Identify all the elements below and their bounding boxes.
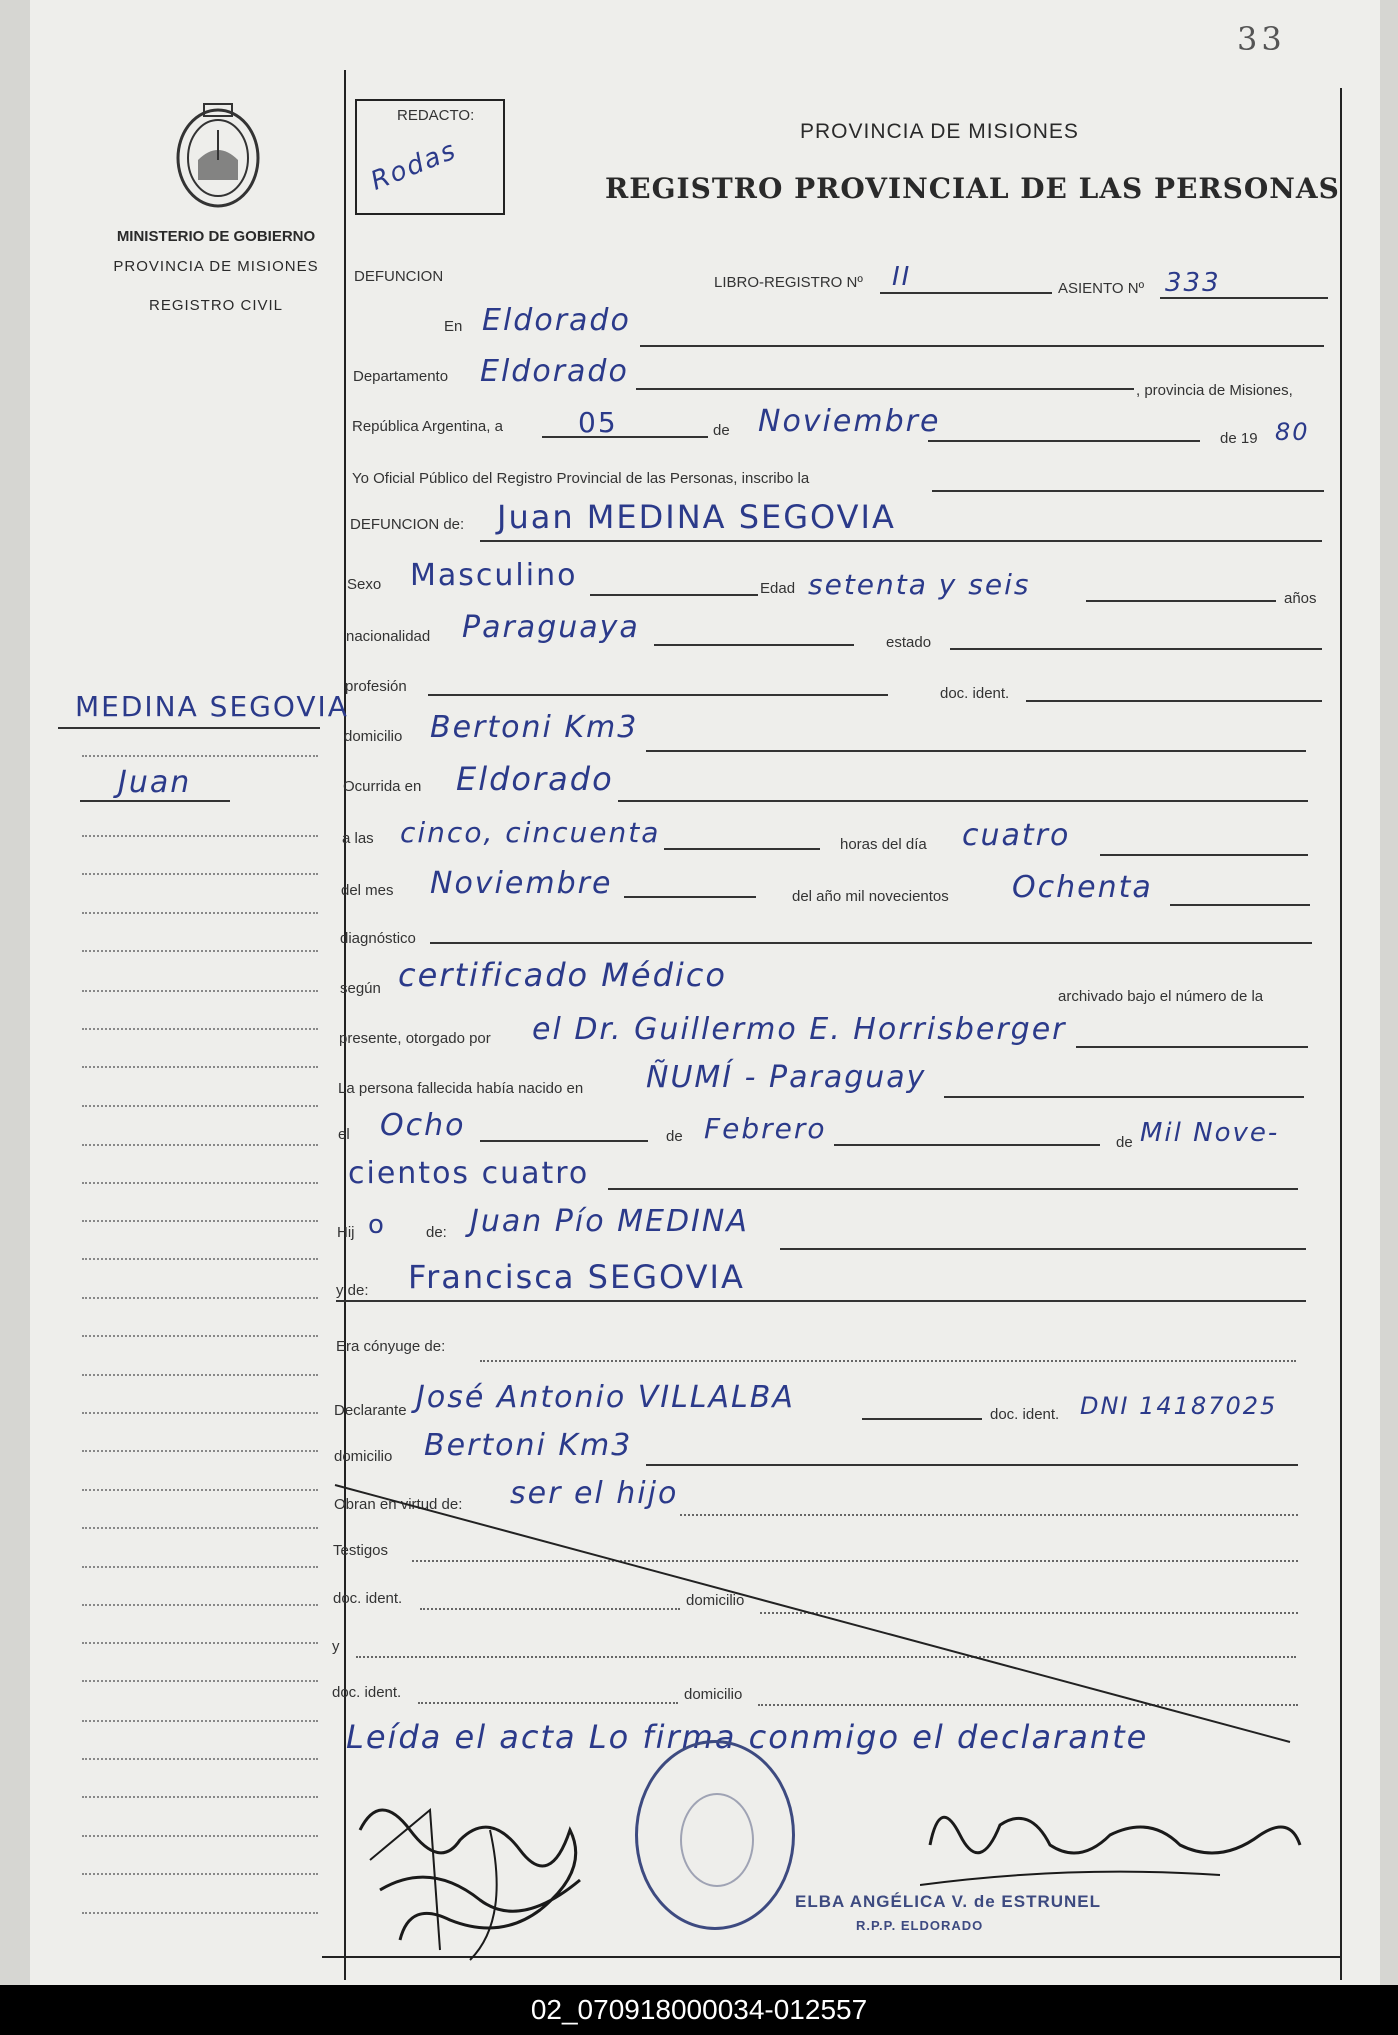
presente-label: presente, otorgado por	[339, 1030, 491, 1047]
anios-label: años	[1284, 590, 1317, 607]
t-doc-label: doc. ident.	[333, 1590, 403, 1607]
diagnostico-label: diagnóstico	[340, 930, 416, 947]
sexo-value: Masculino	[410, 558, 578, 593]
estado-label: estado	[886, 634, 932, 651]
del-mes-line	[624, 896, 756, 898]
archivado-label: archivado bajo el número de la	[1058, 988, 1264, 1005]
margin-line	[82, 1566, 318, 1568]
del-mes-value: Noviembre	[430, 866, 613, 901]
asiento-value: 333	[1165, 268, 1221, 298]
a-las-label: a las	[342, 830, 374, 847]
departamento-line	[636, 388, 1134, 390]
a-las-value: cinco, cincuenta	[400, 816, 661, 849]
departamento-label: Departamento	[353, 368, 449, 385]
margin-line	[82, 755, 318, 757]
margin-line	[82, 1720, 318, 1722]
edad-value: setenta y seis	[808, 568, 1031, 601]
coat-of-arms-icon	[168, 100, 268, 210]
type-label: DEFUNCION	[354, 268, 444, 285]
margin-line	[82, 1182, 318, 1184]
redacto-box	[355, 99, 505, 215]
margin-line	[82, 1796, 318, 1798]
en-line	[640, 345, 1324, 347]
margin-line	[82, 950, 318, 952]
de3-label: de	[1116, 1134, 1133, 1151]
el-value: Ocho	[380, 1108, 466, 1143]
declarante-value: José Antonio VILLALBA	[416, 1380, 795, 1415]
y-de-value: Francisca SEGOVIA	[408, 1258, 745, 1296]
a-las-line	[664, 848, 820, 850]
conyuge-label: Era cónyuge de:	[336, 1338, 446, 1355]
profesion-label: profesión	[345, 678, 407, 695]
dia-value: 05	[578, 406, 618, 439]
doc-ident-label: doc. ident.	[940, 685, 1010, 702]
conyuge-line	[480, 1360, 1296, 1362]
defuncion-de-line	[480, 540, 1322, 542]
oficial-text: Yo Oficial Público del Registro Provincial de las Personas, inscribo la	[352, 470, 810, 487]
en-value: Eldorado	[482, 303, 631, 338]
obran-value: ser el hijo	[510, 1476, 679, 1511]
del-mes-label: del mes	[341, 882, 394, 899]
footer-caption: 02_070918000034-012557	[0, 1985, 1398, 2035]
domicilio-label: domicilio	[344, 728, 403, 745]
margin-surname-underline	[58, 727, 320, 729]
en-label: En	[444, 318, 463, 335]
libro-line	[880, 292, 1052, 294]
anio-value: 80	[1275, 418, 1310, 446]
margin-line	[82, 1066, 318, 1068]
departamento-value: Eldorado	[480, 354, 629, 389]
officer-title: R.P.P. ELDORADO	[856, 1918, 984, 1933]
ministry-name: MINISTERIO DE GOBIERNO	[116, 228, 316, 245]
edad-line	[1086, 600, 1276, 602]
estado-line	[950, 648, 1322, 650]
seal-emblem-icon	[680, 1793, 754, 1887]
mes-line	[928, 440, 1200, 442]
hijo-de-label: de:	[426, 1224, 447, 1241]
margin-given-underline	[80, 800, 230, 802]
anio-label: de 19	[1220, 430, 1258, 447]
officer-signature	[920, 1785, 1320, 1905]
segun-value: certificado Médico	[398, 956, 727, 994]
dec-doc-label: doc. ident.	[990, 1406, 1060, 1423]
de2-value: Febrero	[704, 1112, 827, 1145]
nacido-label: La persona fallecida había nacido en	[338, 1080, 584, 1097]
margin-line	[82, 1258, 318, 1260]
mes-value: Noviembre	[758, 404, 941, 439]
y-de-line	[336, 1300, 1306, 1302]
asiento-line	[1160, 297, 1328, 299]
margin-line	[82, 1220, 318, 1222]
de-label: de	[713, 422, 730, 439]
de2-label: de	[666, 1128, 683, 1145]
presente-value: el Dr. Guillermo E. Horrisberger	[532, 1012, 1067, 1047]
margin-line	[82, 1105, 318, 1107]
doc-ident-line	[1026, 700, 1322, 702]
diagnostico-line	[430, 942, 1312, 944]
libro-label: LIBRO-REGISTRO Nº	[714, 274, 863, 291]
testigos-label: Testigos	[333, 1542, 389, 1559]
nacionalidad-line	[654, 644, 854, 646]
hijo-suffix: o	[368, 1210, 386, 1240]
cont-line	[608, 1188, 1298, 1190]
horas-line	[1100, 854, 1308, 856]
margin-line	[82, 912, 318, 914]
nacionalidad-value: Paraguaya	[462, 610, 640, 645]
margin-line	[82, 1873, 318, 1875]
ministry-province: PROVINCIA DE MISIONES	[113, 258, 319, 275]
asiento-label: ASIENTO Nº	[1058, 280, 1145, 297]
page-number: 33	[1237, 20, 1286, 58]
provincia-suffix: , provincia de Misiones,	[1136, 382, 1293, 399]
cancel-diagonal-line	[330, 1480, 1330, 1750]
obran-label: Obran en virtud de:	[334, 1496, 463, 1513]
dec-dom-label: domicilio	[334, 1448, 393, 1465]
horas-label: horas del día	[840, 836, 927, 853]
margin-line	[82, 1680, 318, 1682]
declarante-line	[862, 1418, 982, 1420]
y-de-label: y de:	[336, 1282, 369, 1299]
ocurrida-line	[618, 800, 1308, 802]
t-dom-label: domicilio	[686, 1592, 745, 1609]
official-seal-stamp	[635, 1740, 795, 1930]
officer-name: ELBA ANGÉLICA V. de ESTRUNEL	[795, 1892, 1102, 1911]
margin-line	[82, 1604, 318, 1606]
edad-label: Edad	[760, 580, 796, 597]
defuncion-de-value: Juan MEDINA SEGOVIA	[497, 498, 896, 536]
segun-label: según	[340, 980, 381, 997]
redacto-label: REDACTO:	[397, 107, 475, 124]
nacido-line	[944, 1096, 1304, 1098]
margin-line	[82, 1028, 318, 1030]
cont-value: cientos cuatro	[348, 1156, 590, 1191]
redacto-value: Rodas	[366, 135, 462, 197]
right-border-rule	[1340, 88, 1342, 1980]
margin-line	[82, 835, 318, 837]
margin-line	[82, 1144, 318, 1146]
el-label: el	[338, 1126, 350, 1143]
de3-value: Mil Nove-	[1140, 1118, 1280, 1148]
margin-line	[82, 1374, 318, 1376]
sexo-line	[590, 594, 758, 596]
margin-line	[82, 1450, 318, 1452]
registro-civil: REGISTRO CIVIL	[148, 297, 284, 314]
ocurrida-value: Eldorado	[456, 760, 614, 798]
margin-line	[82, 1835, 318, 1837]
margin-line	[82, 1335, 318, 1337]
t2-doc-label: doc. ident.	[332, 1684, 402, 1701]
presente-line	[1076, 1046, 1308, 1048]
margin-line	[82, 1297, 318, 1299]
dec-dom-line	[646, 1464, 1298, 1466]
domicilio-line	[646, 750, 1306, 752]
margin-line	[82, 1912, 318, 1914]
t2-dom-label: domicilio	[684, 1686, 743, 1703]
nacido-value: ÑUMÍ - Paraguay	[646, 1060, 927, 1095]
margin-line	[82, 1527, 318, 1529]
margin-line	[82, 873, 318, 875]
de2-line	[834, 1144, 1100, 1146]
hijo-label: Hij	[337, 1224, 355, 1241]
margin-given-name: Juan	[118, 765, 192, 800]
y-label: y	[332, 1638, 340, 1655]
province-line: PROVINCIA DE MISIONES	[800, 120, 1079, 143]
anio-mil-value: Ochenta	[1012, 870, 1153, 905]
dia-line	[542, 436, 708, 438]
margin-line	[82, 1758, 318, 1760]
libro-value: II	[892, 262, 912, 292]
margin-line	[82, 1412, 318, 1414]
ocurrida-label: Ocurrida en	[343, 778, 422, 795]
dec-dom-value: Bertoni Km3	[424, 1428, 633, 1463]
margin-surname: MEDINA SEGOVIA	[75, 690, 349, 723]
oficial-line	[932, 490, 1324, 492]
hijo-de-line	[780, 1248, 1306, 1250]
domicilio-value: Bertoni Km3	[430, 710, 639, 745]
hijo-de-value: Juan Pío MEDINA	[470, 1204, 749, 1239]
defuncion-de-label: DEFUNCION de:	[350, 516, 465, 533]
anio-mil-line	[1170, 904, 1310, 906]
declarante-label: Declarante	[334, 1402, 407, 1419]
dec-doc-value: DNI 14187025	[1080, 1392, 1278, 1420]
horas-value: cuatro	[962, 818, 1071, 853]
anio-mil-label: del año mil novecientos	[792, 888, 949, 905]
margin-line	[82, 1489, 318, 1491]
margin-line	[82, 990, 318, 992]
nacionalidad-label: nacionalidad	[346, 628, 431, 645]
margin-line	[82, 1642, 318, 1644]
declarant-signature	[340, 1770, 610, 1970]
registry-title: REGISTRO PROVINCIAL DE LAS PERSONAS	[605, 172, 1340, 205]
republica-label: República Argentina, a	[352, 418, 503, 435]
el-line	[480, 1140, 648, 1142]
closing-phrase: Leída el acta Lo firma conmigo el declarante	[346, 1718, 1149, 1756]
sexo-label: Sexo	[347, 576, 382, 593]
profesion-line	[428, 694, 888, 696]
